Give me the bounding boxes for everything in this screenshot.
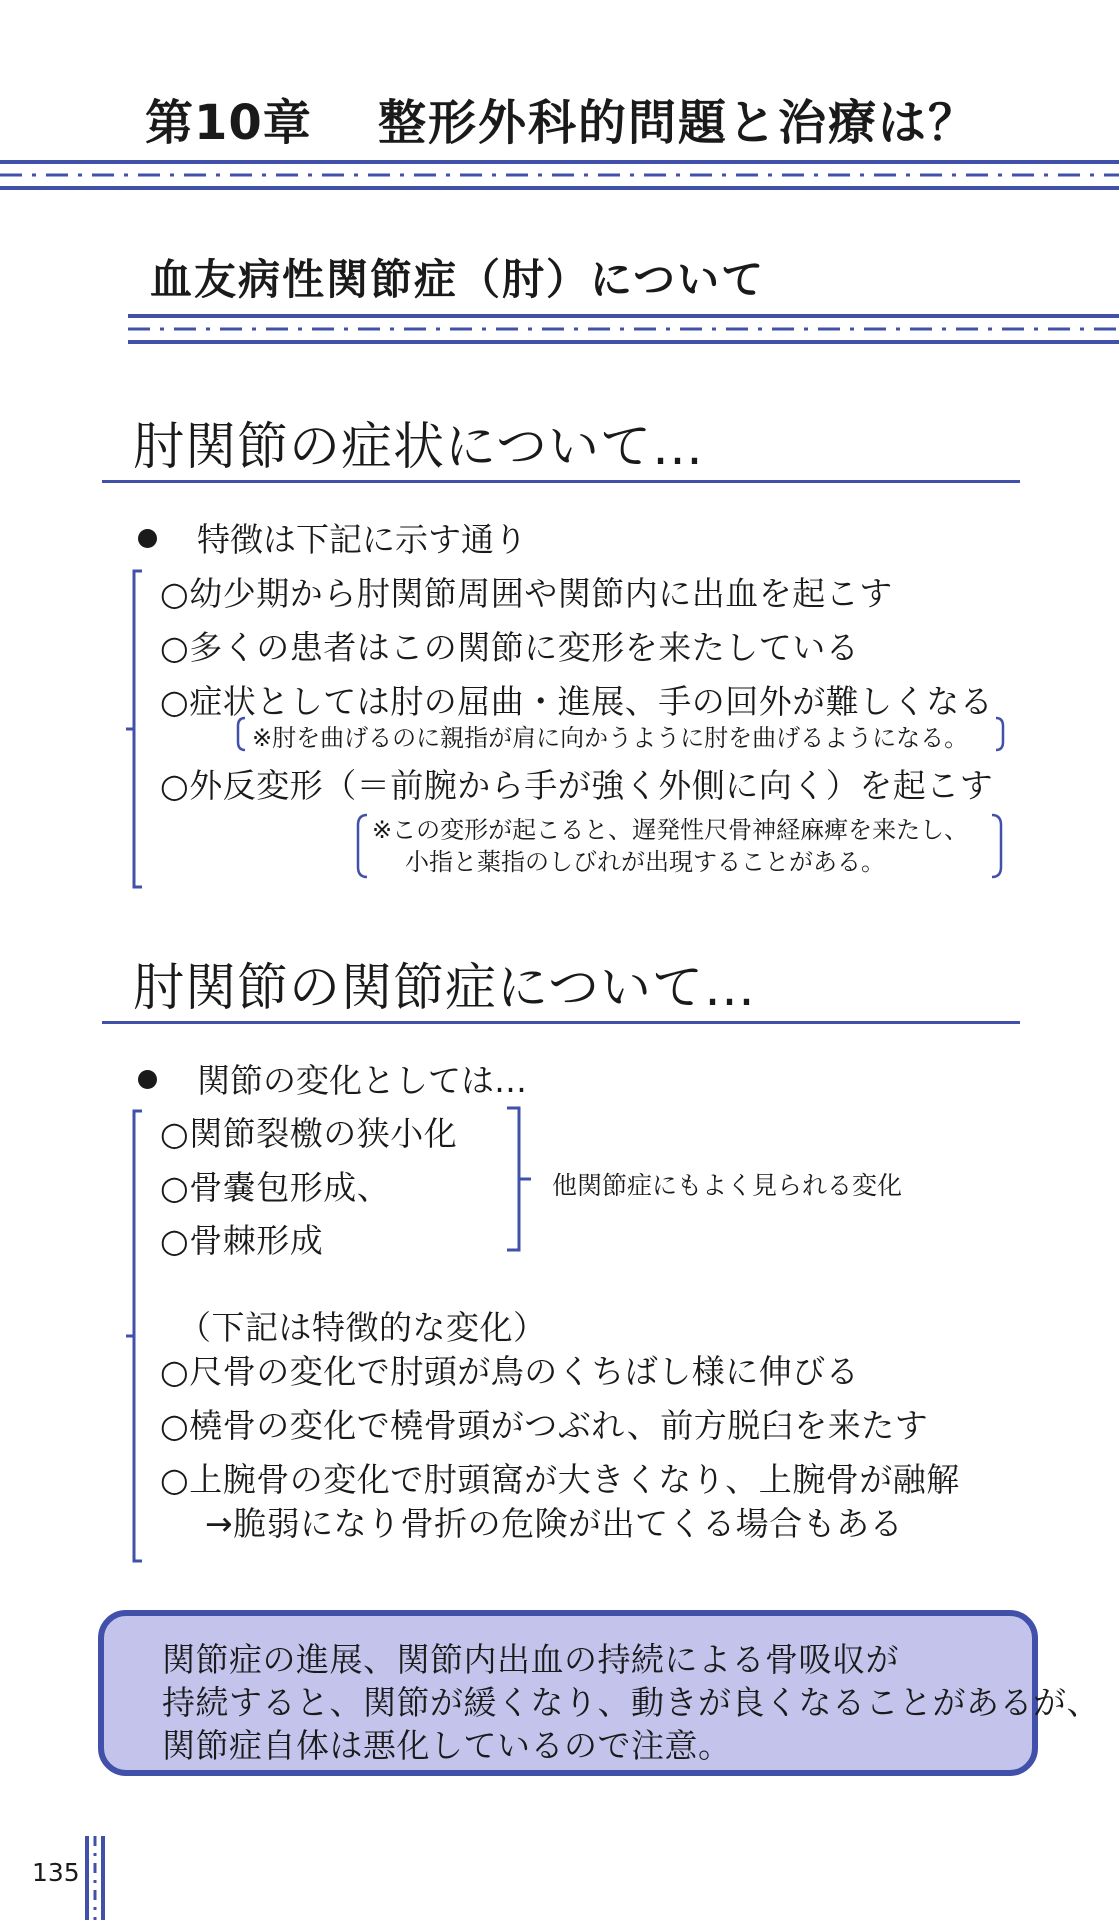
bullet-icon bbox=[138, 529, 157, 548]
symptom-item: ○幼少期から肘関節周囲や関節内に出血を起こす bbox=[160, 574, 893, 613]
symptom-note-1: ※肘を曲げるのに親指が肩に向かうように肘を曲げるようになる。 bbox=[252, 724, 969, 752]
arthropathy-bullet bbox=[138, 1055, 527, 1102]
bullet-icon bbox=[138, 1070, 157, 1089]
symptom-item: ○外反変形（＝前腕から手が強く外側に向く）を起こす bbox=[160, 766, 994, 805]
characteristic-item: ○橈骨の変化で橈骨頭がつぶれ、前方脱臼を来たす bbox=[160, 1406, 929, 1445]
arthropathy-heading: 肘関節の関節症について… bbox=[133, 959, 756, 1018]
note2-open-bracket bbox=[355, 813, 369, 879]
page-number: 135 bbox=[32, 1858, 80, 1887]
chapter-number: 第10章 bbox=[145, 95, 312, 151]
arthropathy-heading-rule bbox=[102, 1021, 1020, 1024]
symptoms-bullet bbox=[138, 514, 527, 561]
characteristic-item: ○尺骨の変化で肘頭が鳥のくちばし様に伸びる bbox=[160, 1352, 860, 1391]
symptom-item: ○症状としては肘の屈曲・進展、手の回外が難しくなる bbox=[160, 682, 994, 721]
symptom-note-2-line1: ※この変形が起こると、遅発性尺骨神経麻痺を来たし、 bbox=[372, 816, 969, 844]
common-change-item: ○関節裂檄の狭小化 bbox=[160, 1114, 458, 1153]
callout-line: 関節症自体は悪化しているので注意。 bbox=[162, 1726, 732, 1765]
section-divider bbox=[128, 312, 1119, 346]
symptoms-heading: 肘関節の症状について… bbox=[133, 418, 704, 477]
page-margin-rule bbox=[82, 1836, 108, 1920]
characteristic-item: ○上腕骨の変化で肘頭窩が大きくなり、上腕骨が融解 bbox=[160, 1460, 960, 1499]
symptom-note-2 bbox=[372, 814, 968, 878]
symptoms-heading-rule bbox=[102, 480, 1020, 483]
section-title: 血友病性関節症（肘）について bbox=[150, 255, 766, 304]
note1-open-bracket bbox=[235, 716, 247, 752]
symptoms-bullet-text: 特徴は下記に示す通り bbox=[197, 520, 527, 559]
note1-close-bracket bbox=[994, 716, 1006, 752]
chapter-divider bbox=[0, 158, 1119, 192]
common-changes-note: 他関節症にもよく見られる変化 bbox=[552, 1171, 903, 1200]
symptom-item: ○多くの患者はこの関節に変形を来たしている bbox=[160, 628, 860, 667]
chapter-title: 整形外科的問題と治療は？ bbox=[378, 95, 979, 151]
callout-line: 持続すると、関節が緩くなり、動きが良くなることがあるが、 bbox=[162, 1683, 1100, 1722]
symptoms-bracket bbox=[124, 568, 146, 890]
common-changes-bracket bbox=[505, 1105, 535, 1253]
characteristic-label: （下記は特徴的な変化） bbox=[178, 1308, 547, 1347]
arthropathy-bullet-text: 関節の変化としては… bbox=[197, 1061, 527, 1100]
symptom-note-2-line2: 小指と薬指のしびれが出現することがある。 bbox=[405, 848, 885, 876]
common-change-item: ○骨棘形成 bbox=[160, 1221, 324, 1260]
arthropathy-bracket bbox=[124, 1108, 146, 1564]
callout-line: 関節症の進展、関節内出血の持続による骨吸収が bbox=[162, 1640, 899, 1679]
common-change-item: ○骨嚢包形成、 bbox=[160, 1168, 391, 1207]
note2-close-bracket bbox=[990, 813, 1004, 879]
caution-callout bbox=[98, 1610, 1100, 1776]
characteristic-sub: →脆弱になり骨折の危険が出てくる場合もある bbox=[205, 1504, 904, 1543]
